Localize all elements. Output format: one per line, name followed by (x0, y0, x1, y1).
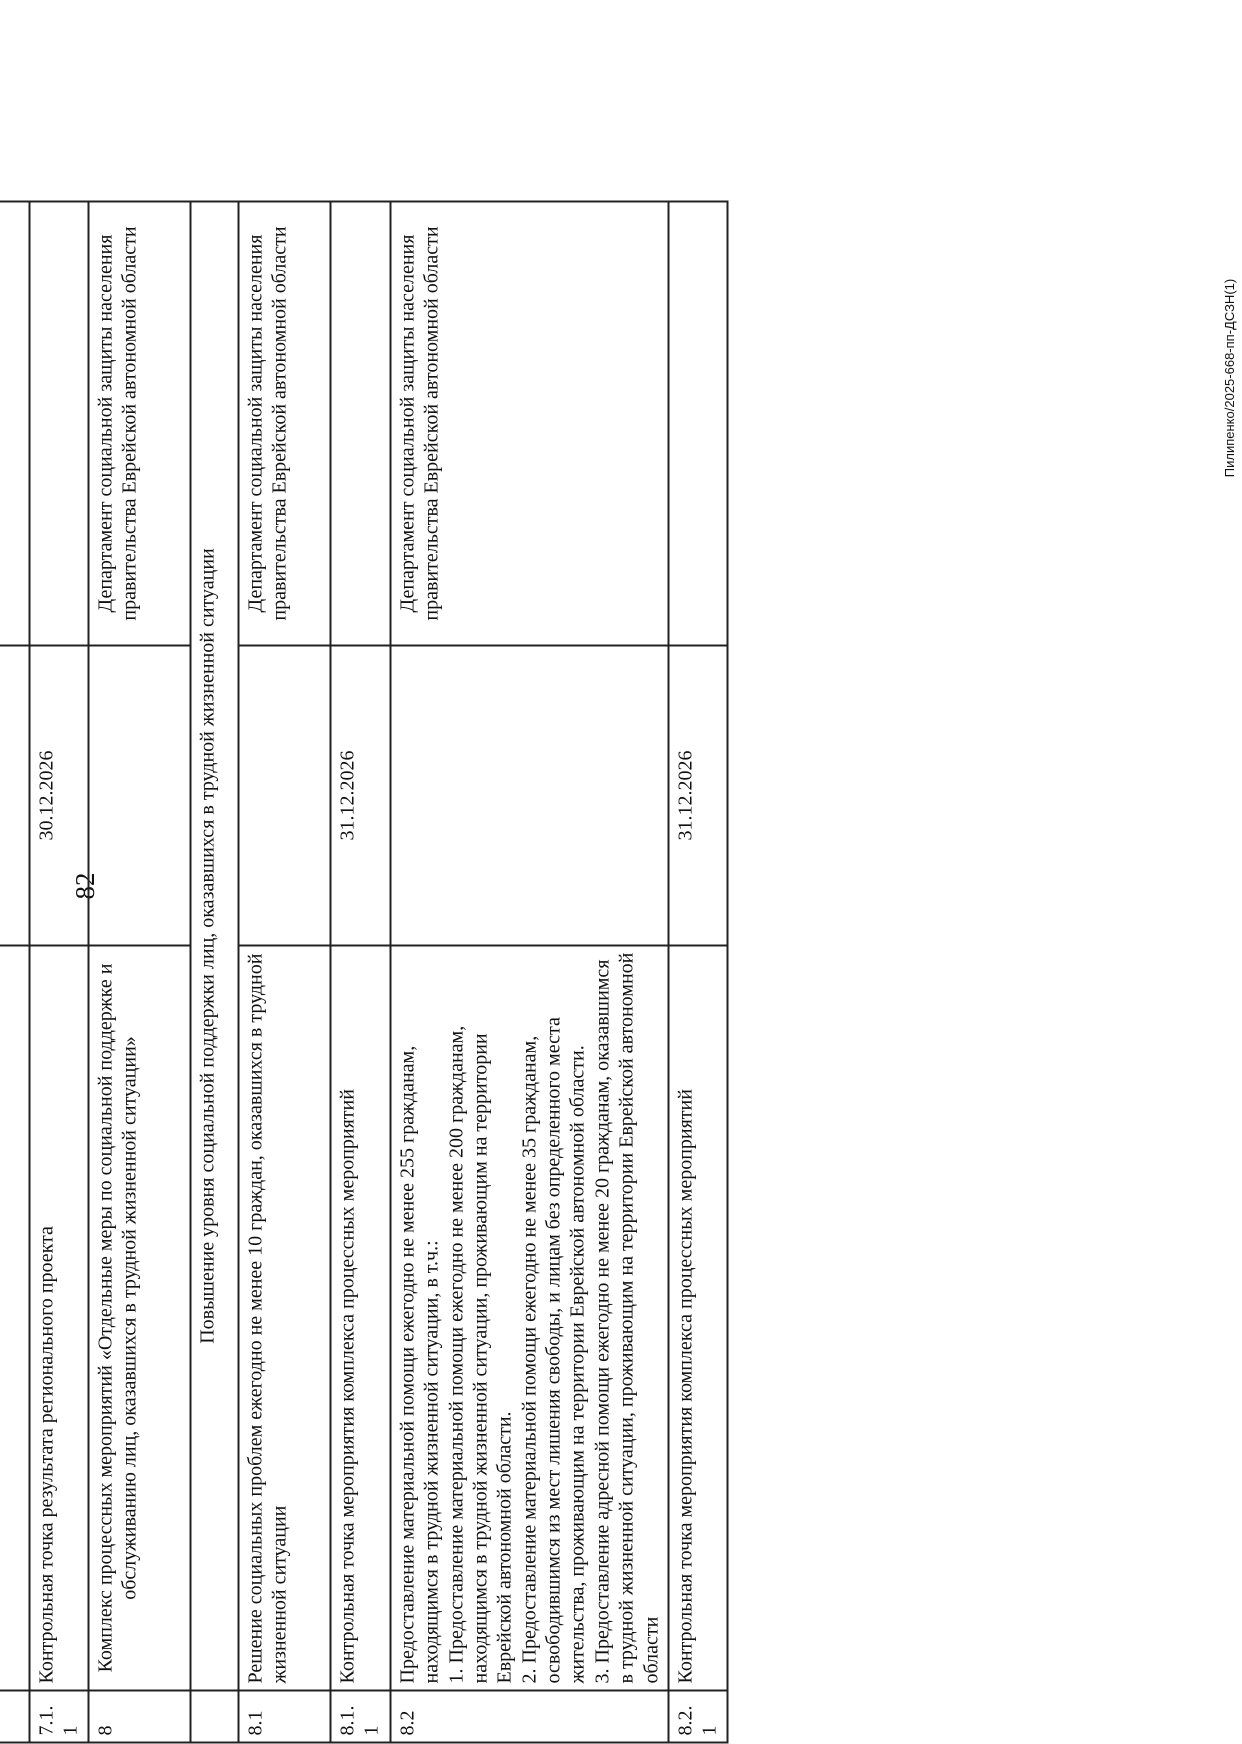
table-row (330, 202, 390, 1743)
row-date: 30.12.2026 (29, 646, 88, 946)
row-number: 8.2 (390, 1691, 668, 1743)
row-date: 31.12.2026 (669, 646, 728, 946)
table-row (0, 202, 29, 1743)
row-organization (330, 202, 390, 646)
row-organization (0, 202, 29, 646)
row-description: Предоставление материальной помощи ежегодно не менее 255 гражданам, находящимся в трудной жизненной ситуации, в т.ч.: 1. Предоставление материальной помощи ежегодно не менее 200 гражданам, находящимся в трудной жизненной ситуации, проживающим на территории Еврейской автономной области. 2. Предоставление материальной помощи ежегодно не менее 35 гражданам, освободившимся из мест лишения свободы, и лицам без определенного места жительства, проживающим на территории Еврейской автономной области. 3. Предоставление адресной помощи ежегодно не менее 20 гражданам, оказавшимся в трудной жизненной ситуации, проживающим на территории Еврейской автономной области (390, 946, 668, 1691)
plan-table (0, 201, 728, 1744)
table-row (669, 202, 728, 1743)
row-number: 8.2.1 (669, 1691, 728, 1743)
row-date (390, 646, 668, 946)
table-row (238, 202, 330, 1743)
row-description: Контрольная точка результата регионального проекта (29, 946, 88, 1691)
row-description: Комплекс процессных мероприятий «Отдельные меры по социальной поддержке и обслуживанию лиц, оказавшихся в трудной жизненной ситуации» (88, 946, 190, 1691)
row-date (0, 646, 29, 946)
row-date: 31.12.2026 (330, 646, 390, 946)
row-number: 7.1.1 (29, 1691, 88, 1743)
row-number: 8.1 (238, 1691, 330, 1743)
row-number (0, 1691, 29, 1743)
row-number: 8 (88, 1691, 190, 1743)
row-description: Контрольная точка мероприятия комплекса процессных мероприятий (669, 946, 728, 1691)
row-date (238, 646, 330, 946)
row-description (0, 946, 29, 1691)
row-organization: Департамент социальной защиты населения правительства Еврейской автономной области (390, 202, 668, 646)
page-number: 82 (70, 872, 100, 900)
row-description: Контрольная точка мероприятия комплекса процессных мероприятий (330, 946, 390, 1691)
row-number: 8.1.1 (330, 1691, 390, 1743)
row-organization: Департамент социальной защиты населения правительства Еврейской автономной области (88, 202, 190, 646)
rotated-table-container (0, 203, 721, 1744)
row-organization: Департамент социальной защиты населения правительства Еврейской автономной области (238, 202, 330, 646)
section-title: Повышение уровня социальной поддержки лиц, оказавшихся в трудной жизненной ситуации (190, 202, 238, 1691)
section-title-row (190, 202, 238, 1743)
table-row (390, 202, 668, 1743)
table-row (29, 202, 88, 1743)
row-number (190, 1691, 238, 1743)
row-description: Решение социальных проблем ежегодно не менее 10 граждан, оказавшихся в трудной жизненной ситуации (238, 946, 330, 1691)
row-organization (29, 202, 88, 646)
row-date (88, 646, 190, 946)
table-row (88, 202, 190, 1743)
row-organization (669, 202, 728, 646)
footer-document-code: Пилипенко/2025-668-пп-ДСЗН(1) (1222, 278, 1237, 478)
